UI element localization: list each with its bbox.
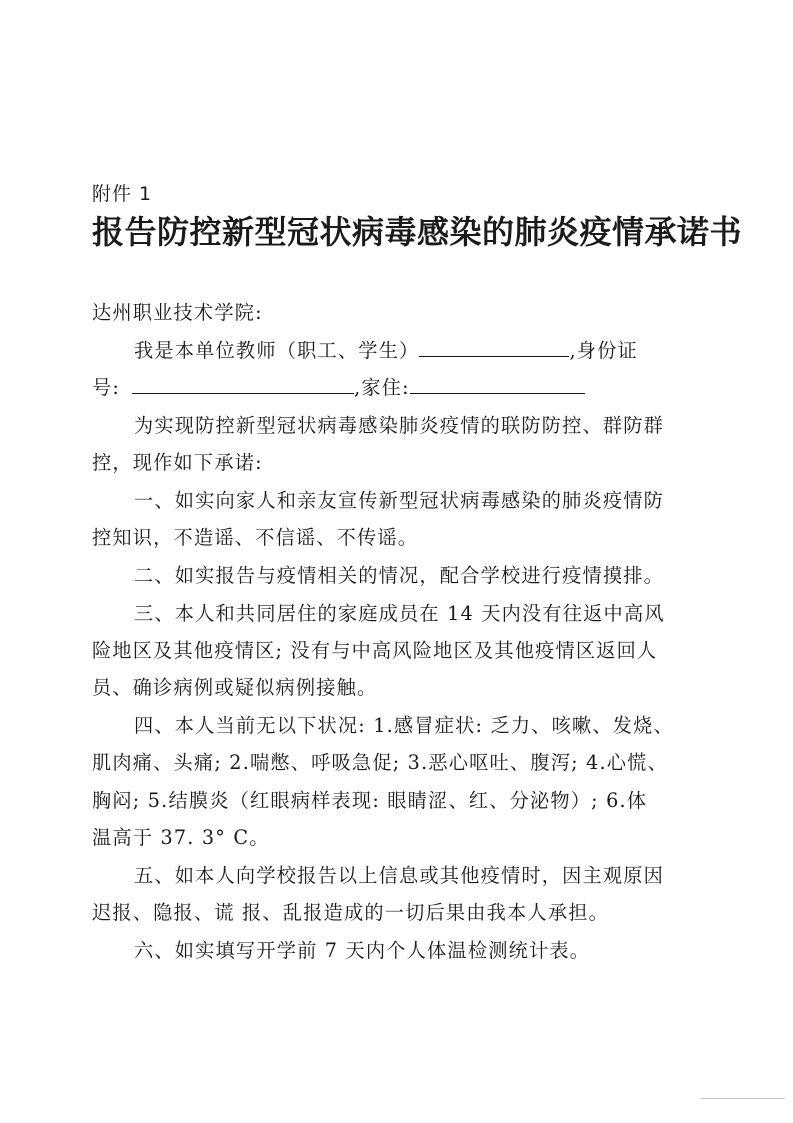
- item-5-line-1: 五、如本人向学校报告以上信息或其他疫情时，因主观原因: [134, 864, 665, 887]
- item-3-line-3: 员、确诊病例或疑似病例接触。: [92, 676, 378, 699]
- preamble-line-1: 为实现防控新型冠状病毒感染肺炎疫情的联防防控、群防群: [134, 414, 665, 437]
- item-2-line-1: 二、如实报告与疫情相关的情况，配合学校进行疫情摸排。: [134, 564, 665, 587]
- home-label: ,家住:: [354, 376, 410, 399]
- item-5-line-2: 迟报、隐报、谎 报、乱报造成的一切后果由我本人承担。: [92, 901, 609, 924]
- item-1-line-2: 控知识，不造谣、不信谣、不传谣。: [92, 526, 419, 549]
- home-address-blank[interactable]: [410, 373, 585, 394]
- scan-edge-mark: [700, 1098, 785, 1099]
- item-6-line-1: 六、如实填写开学前 7 天内个人体温检测统计表。: [134, 939, 591, 962]
- item-4-line-4: 温高于 37. 3° C。: [92, 826, 270, 849]
- item-4-line-2: 肌肉痛、头痛; 2.喘憋、呼吸急促; 3.恶心呕吐、腹泻; 4.心慌、: [92, 751, 668, 774]
- attachment-label: 附件 1: [92, 183, 153, 205]
- document-title: 报告防控新型冠状病毒感染的肺炎疫情承诺书: [92, 213, 743, 251]
- id-card-label: ,身份证: [569, 339, 638, 362]
- item-4-line-3: 胸闷; 5.结膜炎（红眼病样表现: 眼睛涩、红、分泌物）; 6.体: [92, 789, 648, 812]
- addressee: 达州职业技术学院:: [92, 301, 263, 324]
- id-number-blank[interactable]: [132, 373, 354, 394]
- identity-line-1: [134, 336, 749, 366]
- preamble-line-2: 控，现作如下承诺:: [92, 451, 263, 474]
- item-3-line-1: 三、本人和共同居住的家庭成员在 14 天内没有往返中高风: [134, 602, 665, 625]
- identity-line-2: [92, 373, 707, 403]
- position-blank[interactable]: [419, 336, 569, 357]
- id-number-label: 号:: [92, 376, 121, 399]
- item-3-line-2: 险地区及其他疫情区; 没有与中高风险地区及其他疫情区返回人: [92, 639, 658, 662]
- item-1-line-1: 一、如实向家人和亲友宣传新型冠状病毒感染的肺炎疫情防: [134, 489, 665, 512]
- item-4-line-1: 四、本人当前无以下状况: 1.感冒症状: 乏力、咳嗽、发烧、: [134, 714, 674, 737]
- identity-intro: 我是本单位教师（职工、学生）: [134, 339, 420, 362]
